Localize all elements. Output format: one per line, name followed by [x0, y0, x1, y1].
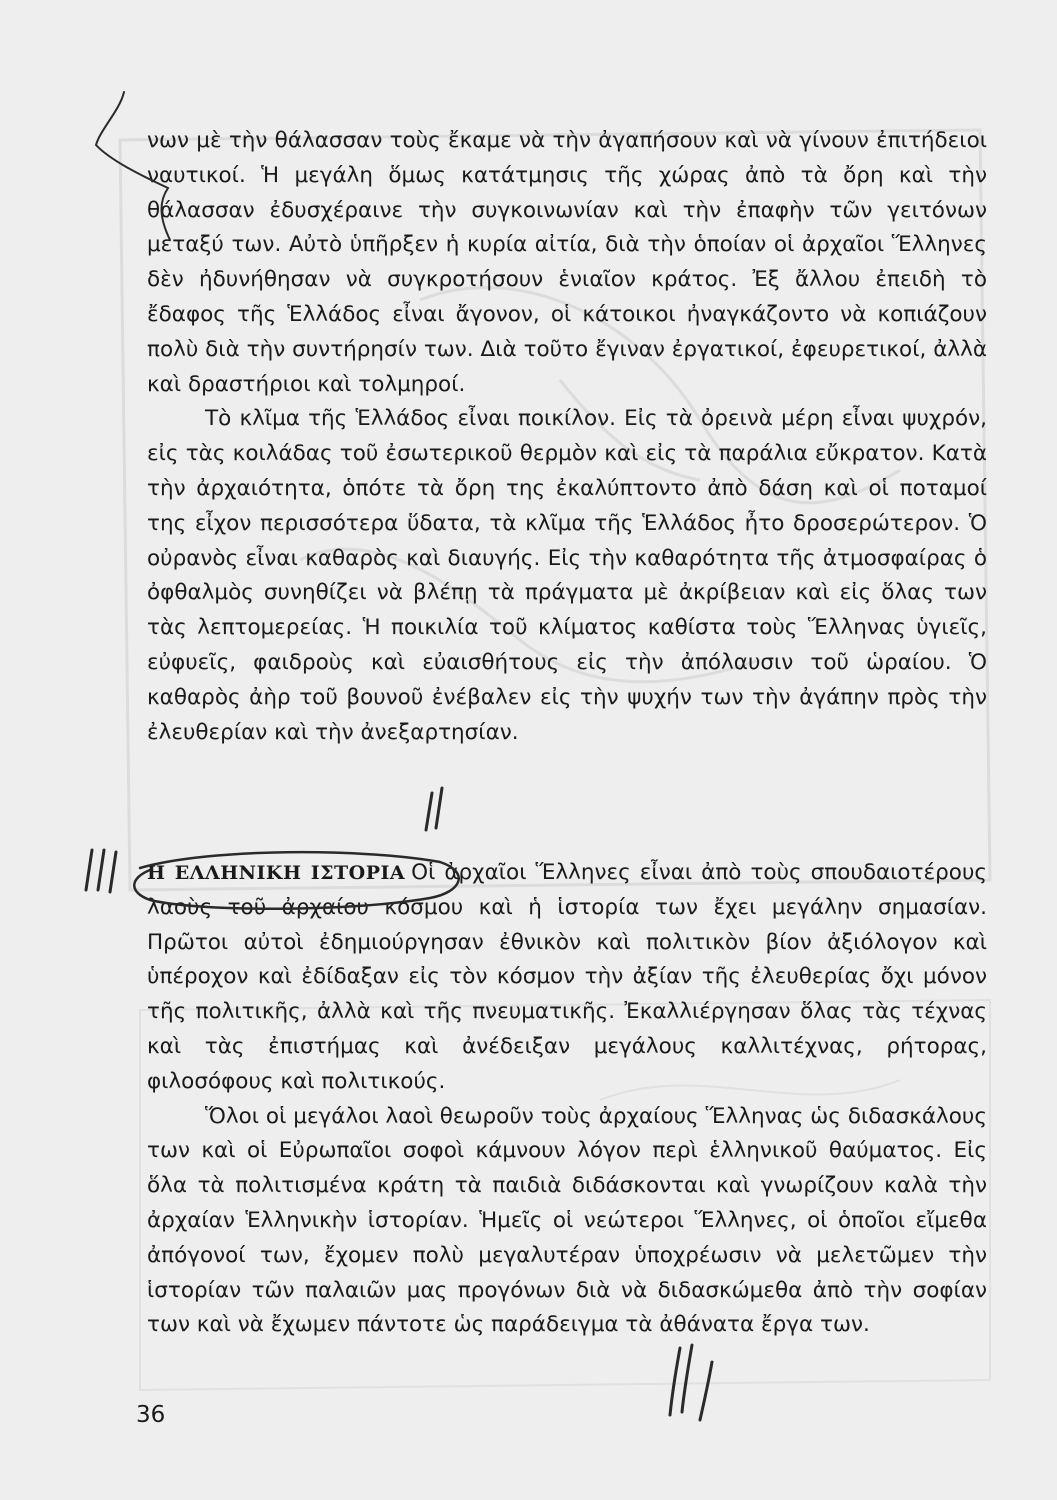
paragraph-climate: Τὸ κλῖμα τῆς Ἑλλάδος εἶναι ποικίλον. Εἰς τὰ ὀρεινὰ μέρη εἶναι ψυχρόν, εἰς τὰς κοιλάδας τοῦ ἐσωτερικοῦ θερμὸν καὶ εἰς τὰ παράλια εὔκρατον. Κατὰ τὴν ἀρχαιότητα, ὁπότε τὰ ὄρη της ἐκαλύπτοντο ἀπὸ δάση καὶ οἱ ποταμοί της εἶχον περισσότερα ὕδατα, τὰ κλῖμα τῆς Ἑλλάδος ἦτο δροσερώτερον. Ὁ οὐρανὸς εἶναι καθαρὸς καὶ διαυγής. Εἰς τὴν καθαρότητα τῆς ἀτμοσφαίρας ὁ ὀφθαλμὸς συνηθίζει νὰ βλέπῃ τὰ πράγματα μὲ ἀκρίβειαν καὶ εἰς ὅλας των τὰς λεπτομερείας. Ἡ ποικιλία τοῦ κλίματος καθίστα τοὺς Ἕλληνας ὑγιεῖς, εὐφυεῖς, φαιδροὺς καὶ εὐαισθήτους εἰς τὴν ἀπόλαυσιν τοῦ ὡραίου. Ὁ καθαρὸς ἀὴρ τοῦ βουνοῦ ἐνέβαλεν εἰς τὴν ψυχήν των τὴν ἀγάπην πρὸς τὴν ἐλευθερίαν καὶ τὴν ἀνεξαρτησίαν.	[147, 406, 987, 745]
history-section	[147, 856, 987, 1343]
paragraph-history-intro-text: Οἱ ἀρχαῖοι Ἕλληνες εἶναι ἀπὸ τοὺς σπουδαιοτέρους λαοὺς τοῦ ἀρχαίου κόσμου καὶ ἡ ἱστορία των ἔχει μεγάλην σημασίαν. Πρῶτοι αὐτοὶ ἐδημιούργησαν ἐθνικὸν καὶ πολιτικὸν βίον ἀξιόλογον καὶ ὑπέροχον καὶ ἐδίδαξαν εἰς τὸν κόσμον τὴν ἀξίαν τῆς ἐλευθερίας ὄχι μόνον τῆς πολιτικῆς, ἀλλὰ καὶ τῆς πνευματικῆς. Ἐκαλλιέργησαν ὅλας τὰς τέχνας καὶ τὰς ἐπιστήμας καὶ ἀνέδειξαν μεγάλους καλλιτέχνας, ρήτορας, φιλοσόφους καὶ πολιτικούς.	[147, 860, 988, 1094]
paragraph-peoples-character: νων μὲ τὴν θάλασσαν τοὺς ἔκαμε νὰ τὴν ἀγαπήσουν καὶ νὰ γίνουν ἐπιτήδειοι ναυτικοί. Ἡ μεγάλη ὅμως κατάτμησις τῆς χώρας ἀπὸ τὰ ὄρη καὶ τὴν θάλασσαν ἐδυσχέραινε τὴν συγκοινωνίαν καὶ τὴν ἐπαφὴν τῶν γειτόνων μεταξύ των. Αὐτὸ ὑπῆρξεν ἡ κυρία αἰτία, διὰ τὴν ὁποίαν οἱ ἀρχαῖοι Ἕλληνες δὲν ἠδυνήθησαν νὰ συγκροτήσουν ἑνιαῖον κράτος. Ἐξ ἄλλου ἐπειδὴ τὸ ἔδαφος τῆς Ἑλλάδος εἶναι ἄγονον, οἱ κάτοικοι ἠναγκάζοντο νὰ κοπιάζουν πολὺ διὰ τὴν συντήρησίν των. Διὰ τοῦτο ἔγιναν ἐργατικοί, ἐφευρετικοί, ἀλλὰ καὶ δραστήριοι καὶ τολμηροί.	[147, 128, 987, 397]
paragraph-history-legacy: Ὅλοι οἱ μεγάλοι λαοὶ θεωροῦν τοὺς ἀρχαίους Ἕλληνας ὡς διδασκάλους των καὶ οἱ Εὐρωπαῖοι σοφοὶ κάμνουν λόγον περὶ ἑλληνικοῦ θαύματος. Εἰς ὅλα τὰ πολιτισμένα κράτη τὰ παιδιὰ διδάσκονται καὶ γνωρίζουν καλὰ τὴν ἀρχαίαν Ἑλληνικὴν ἱστορίαν. Ἡμεῖς οἱ νεώτεροι Ἕλληνες, οἱ ὁποῖοι εἴμεθα ἀπόγονοί των, ἔχομεν πολὺ μεγαλυτέραν ὑποχρέωσιν νὰ μελετῶμεν τὴν ἱστορίαν τῶν παλαιῶν μας προγόνων διὰ νὰ διδασκώμεθα ἀπὸ τὴν σοφίαν των καὶ νὰ ἔχωμεν πάντοτε ὡς παράδειγμα τὰ ἀθάνατα ἔργα των.	[147, 1103, 987, 1338]
top-text-block	[147, 124, 987, 750]
paragraph-history-intro	[147, 856, 987, 1100]
page-number: 36	[136, 1402, 166, 1428]
section-heading: Η ΕΛΛΗΝΙΚΗ ΙΣΤΟΡΙΑ	[147, 862, 406, 884]
